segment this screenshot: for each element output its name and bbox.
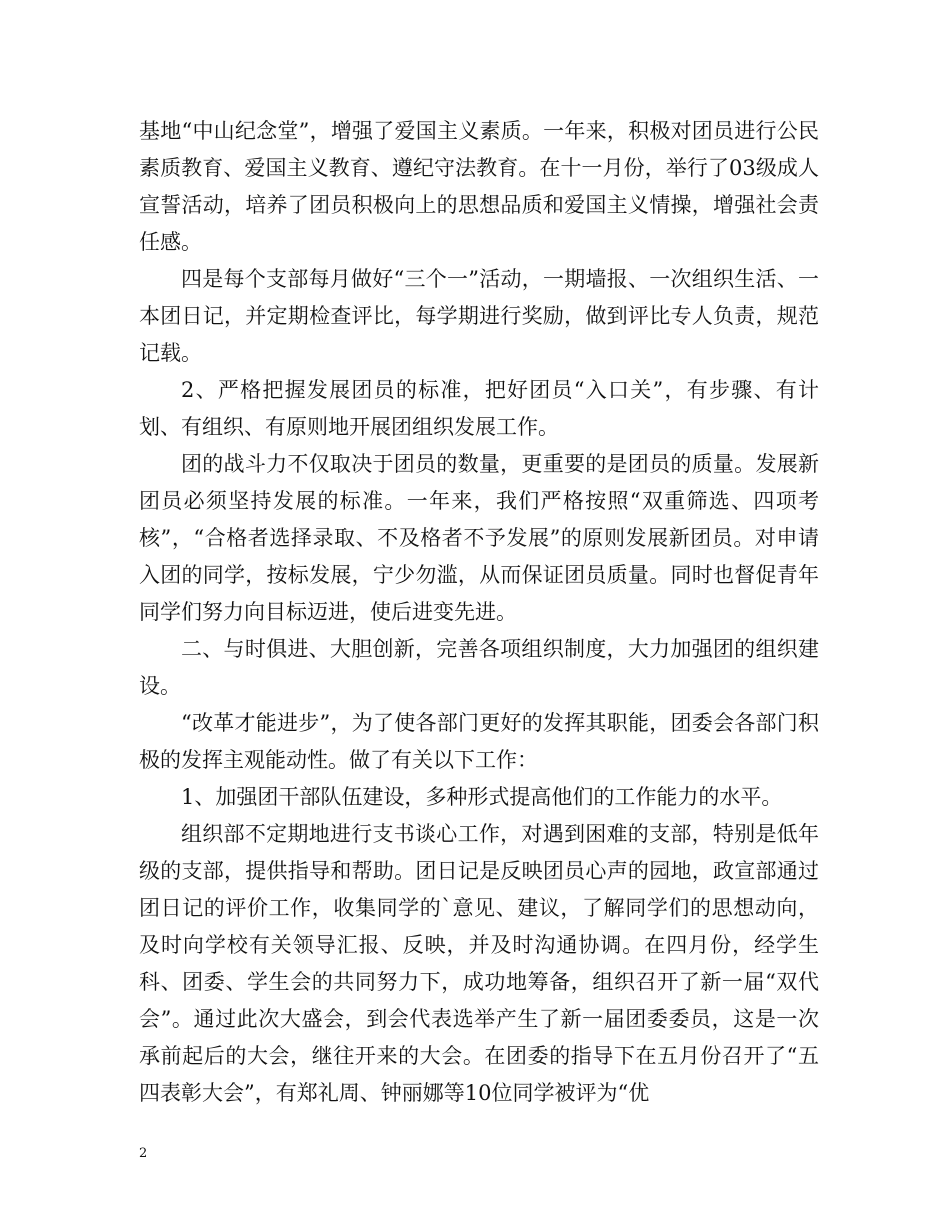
paragraph-membership-standard: 2、严格把握发展团员的标准，把好团员“入口关”，有步骤、有计划、有组织、有原则地开展团组织发展工作。 [139,378,819,439]
paragraph-member-quality: 团的战斗力不仅取决于团员的数量，更重要的是团员的质量。发展新团员必须坚持发展的标准。一年来，我们严格按照“双重筛选、四项考核”，“合格者选择录取、不及格者不予发展”的原则发展新团员。对申请入团的同学，按标发展，宁少勿滥，从而保证团员质量。同时也督促青年同学们努力向目标迈进，使后进变先进。 [139,452,819,624]
paragraph-organization-work: 组织部不定期地进行支书谈心工作，对遇到困难的支部，特别是低年级的支部，提供指导和帮助。团日记是反映团员心声的园地，政宣部通过团日记的评价工作，收集同学的`意见、建议，了解同学们的思想动向，及时向学校有关领导汇报、反映，并及时沟通协调。在四月份，经学生科、团委、学生会的共同努力下，成功地筹备，组织召开了新一届“双代会”。通过此次大盛会，到会代表选举产生了新一届团委委员，这是一次承前起后的大会，继往开来的大会。在团委的指导下在五月份召开了“五四表彰大会”，有郑礼周、钟丽娜等10位同学被评为“优 [139,822,819,1105]
paragraph-three-ones: 四是每个支部每月做好“三个一”活动，一期墙报、一次组织生活、一本团日记，并定期检查评比，每学期进行奖励，做到评比专人负责，规范记载。 [139,267,819,365]
paragraph-cadre-building: 1、加强团干部队伍建设，多种形式提高他们的工作能力的水平。 [181,785,783,809]
page-number: 2 [139,1146,148,1161]
paragraph-reform: “改革才能进步”，为了使各部门更好的发挥其职能，团委会各部门积极的发挥主观能动性。做了有关以下工作： [139,711,819,772]
paragraph-section-two-heading: 二、与时俱进、大胆创新，完善各项组织制度，大力加强团的组织建设。 [139,637,819,698]
paragraph-continuation: 基地“中山纪念堂”，增强了爱国主义素质。一年来，积极对团员进行公民素质教育、爱国主义教育、遵纪守法教育。在十一月份，举行了03级成人宣誓活动，培养了团员积极向上的思想品质和爱国主义情操，增强社会责任感。 [139,119,819,254]
document-body [139,113,819,1112]
